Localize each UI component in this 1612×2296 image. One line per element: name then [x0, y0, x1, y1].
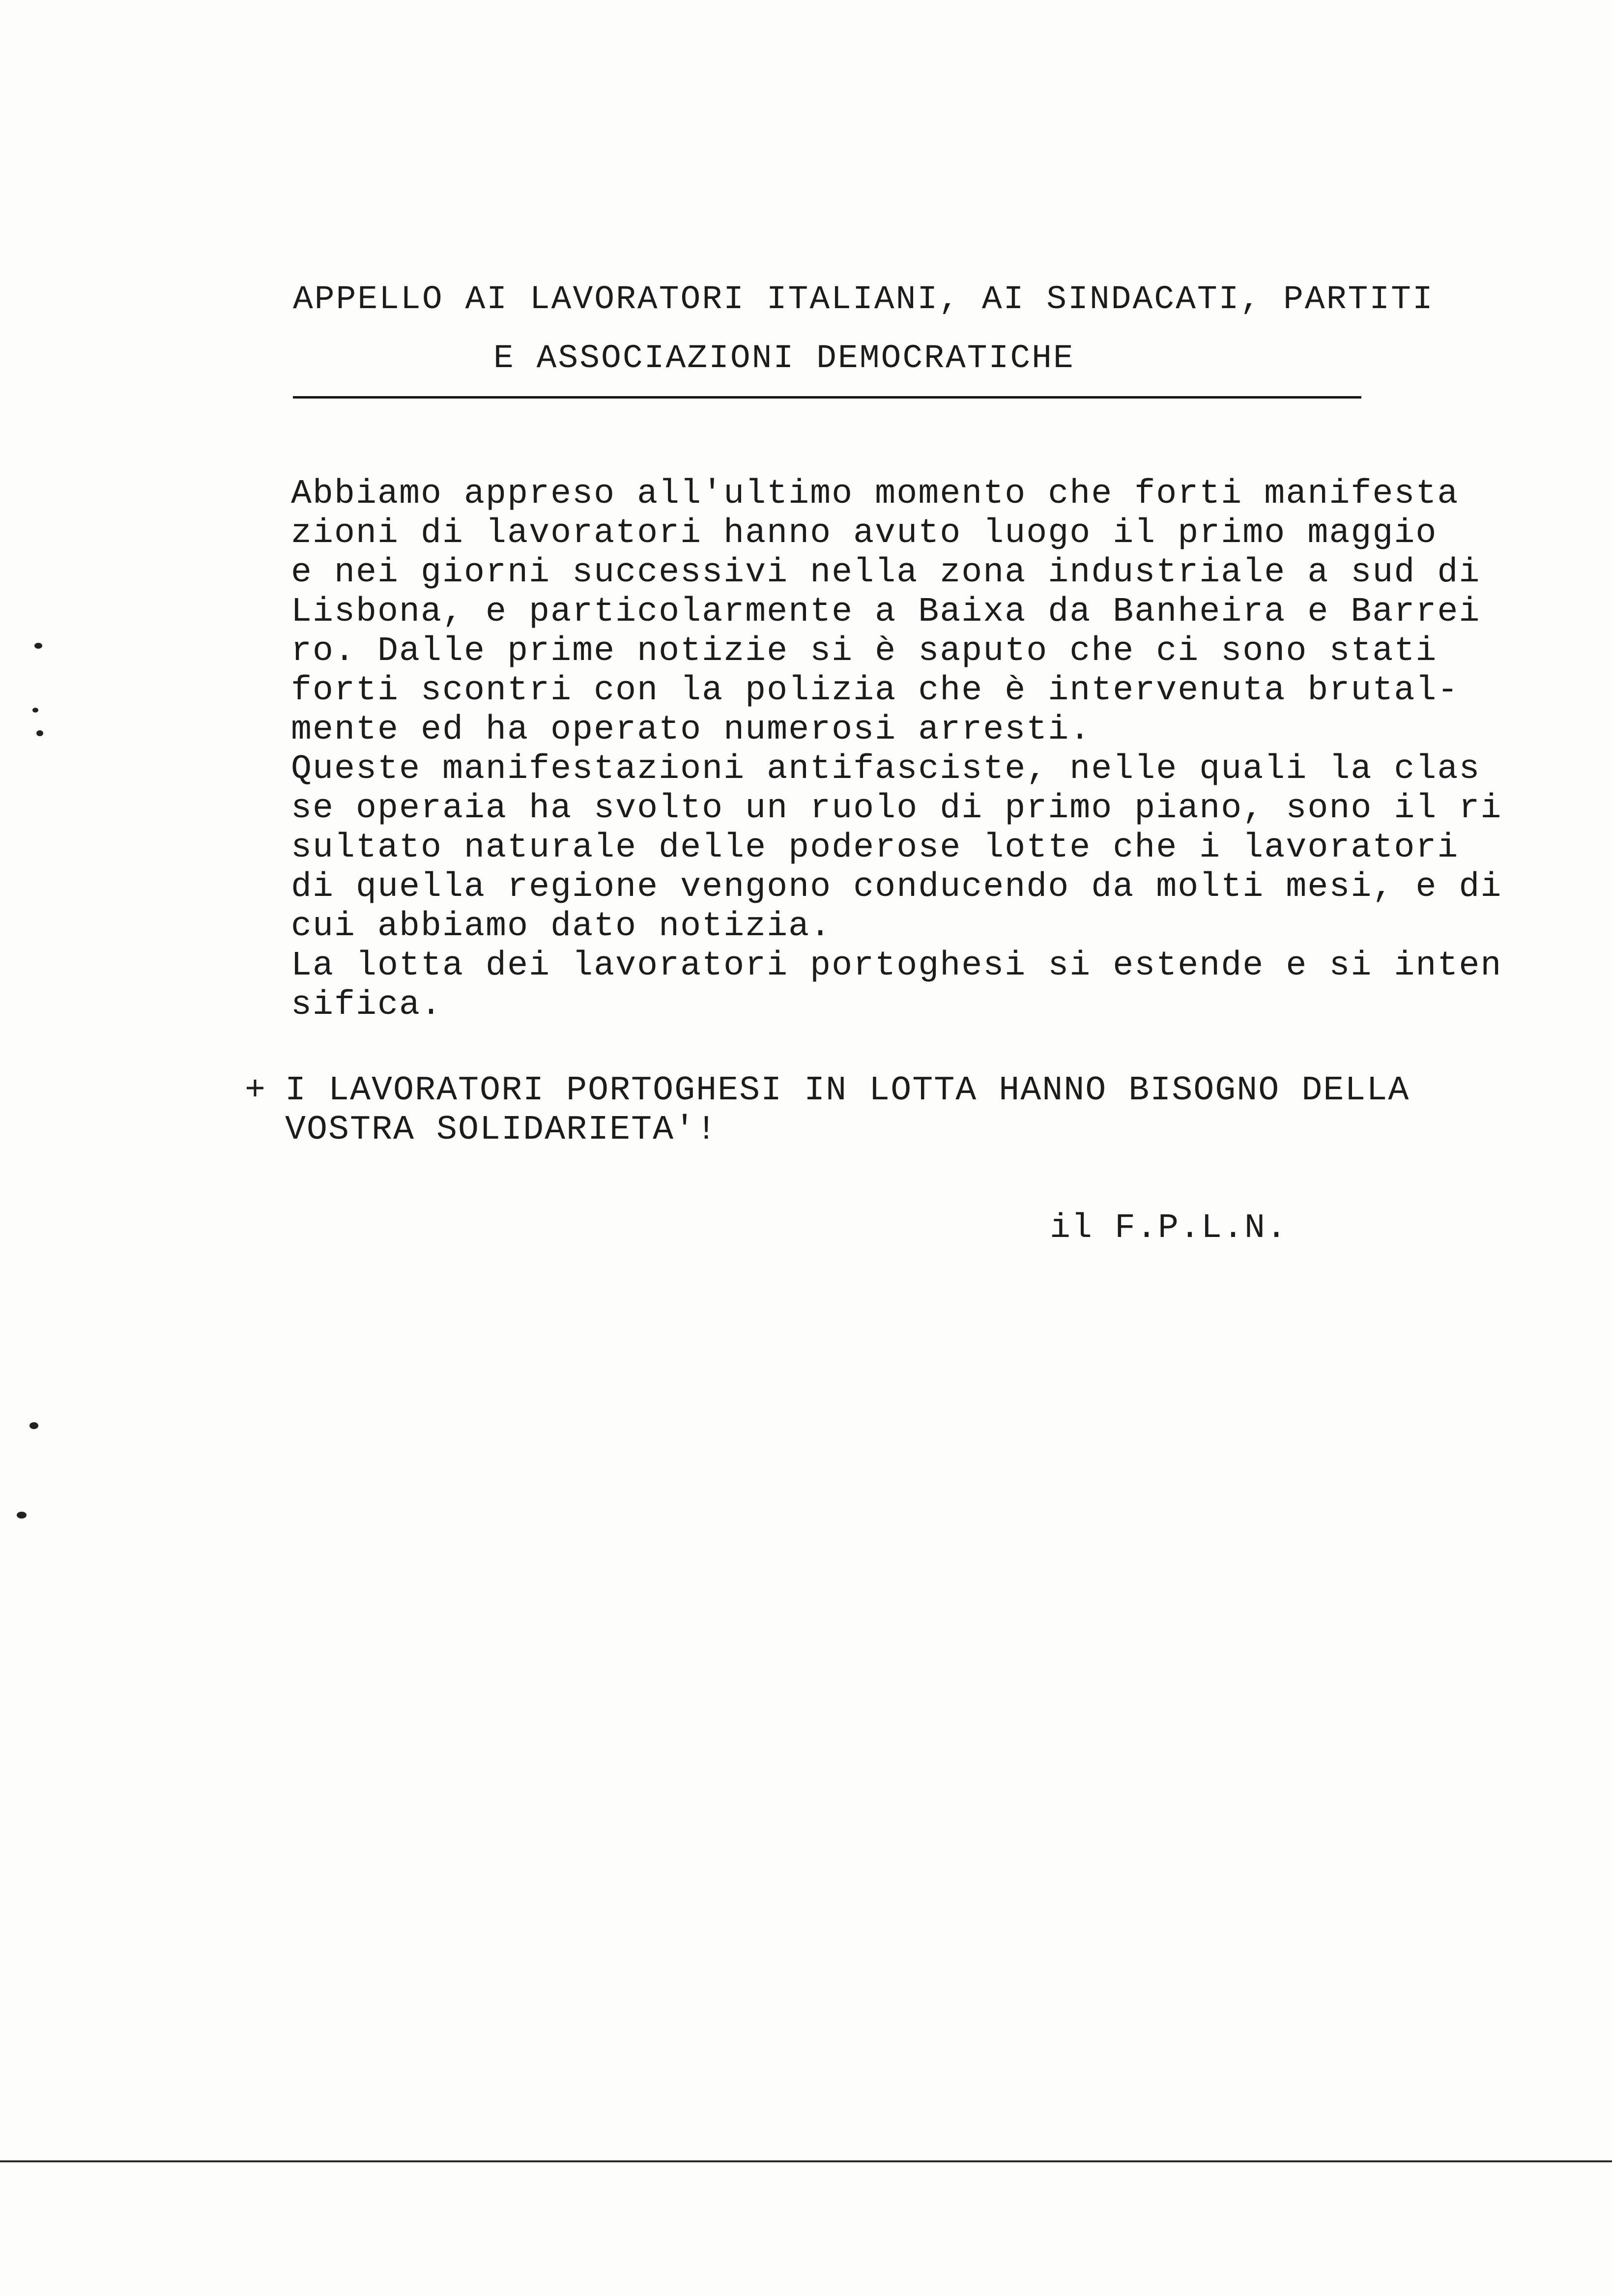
- body-line: forti scontri con la polizia che è intervenuta brutal-: [291, 671, 1459, 710]
- body-line: sifica.: [291, 986, 443, 1025]
- body-line: di quella regione vengono conducendo da molti mesi, e di: [291, 868, 1502, 907]
- signature: il F.P.L.N.: [1050, 1209, 1288, 1248]
- body-line: ro. Dalle prime notizie si è saputo che ci sono stati: [291, 632, 1438, 671]
- bottom-edge-line: [0, 2160, 1612, 2162]
- body-line: se operaia ha svolto un ruolo di primo piano, sono il ri: [291, 789, 1502, 828]
- title-line-2: E ASSOCIAZIONI DEMOCRATICHE: [493, 340, 1075, 377]
- body-line: sultato naturale delle poderose lotte che i lavoratori: [291, 829, 1459, 867]
- body-line: mente ed ha operato numerosi arresti.: [291, 711, 1092, 749]
- body-line: Lisbona, e particolarmente a Baixa da Banheira e Barrei: [291, 593, 1481, 631]
- appeal-line-2: VOSTRA SOLIDARIETA'!: [285, 1111, 718, 1149]
- body-line: zioni di lavoratori hanno avuto luogo il primo maggio: [291, 514, 1438, 553]
- scan-speck: [32, 708, 38, 713]
- appeal-line-1: I LAVORATORI PORTOGHESI IN LOTTA HANNO BISOGNO DELLA: [285, 1071, 1410, 1110]
- scan-speck: [29, 1422, 38, 1429]
- appeal-marker: +: [245, 1071, 267, 1110]
- scan-speck: [34, 643, 42, 649]
- title-underline: [293, 396, 1361, 399]
- body-line: Abbiamo appreso all'ultimo momento che forti manifesta: [291, 475, 1459, 514]
- title-line-1: APPELLO AI LAVORATORI ITALIANI, AI SINDACATI, PARTITI: [293, 281, 1434, 318]
- body-line: cui abbiamo dato notizia.: [291, 907, 832, 946]
- scan-speck: [36, 730, 43, 736]
- scan-speck: [17, 1512, 27, 1519]
- body-line: La lotta dei lavoratori portoghesi si estende e si inten: [291, 947, 1502, 985]
- body-line: e nei giorni successivi nella zona industriale a sud di: [291, 553, 1481, 592]
- body-line: Queste manifestazioni antifasciste, nelle quali la clas: [291, 750, 1481, 789]
